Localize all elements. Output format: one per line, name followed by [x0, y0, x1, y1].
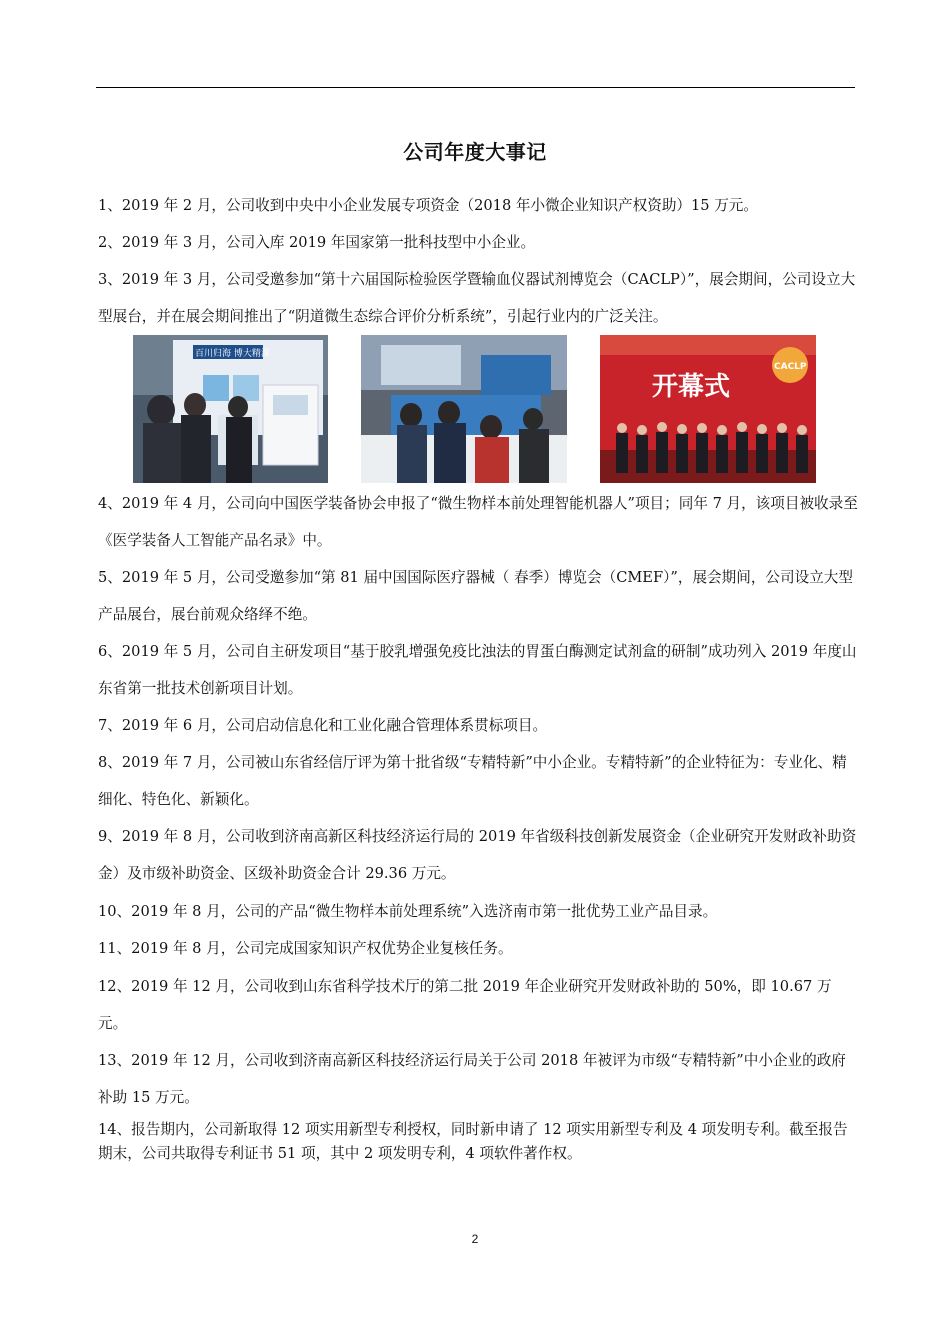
event-9: 9、2019 年 8 月，公司收到济南高新区科技经济运行局的 2019 年省级科技创新发展资金（企业研究开发财政补助资金）及市级补助资金、区级补助资金合计 29.36 万元。	[98, 828, 857, 882]
event-8: 8、2019 年 7 月，公司被山东省经信厅评为第十批省级“专精特新”中小企业。专精特新”的企业特征为：专业化、精细化、特色化、新颖化。	[98, 754, 847, 808]
event-12: 12、2019 年 12 月，公司收到山东省科学技术厅的第二批 2019 年企业研究开发财政补助的 50%，即 10.67 万元。	[98, 978, 832, 1032]
event-14: 14、报告期内，公司新取得 12 项实用新型专利授权，同时新申请了 12 项实用新型专利及 4 项发明专利。截至报告期末，公司共取得专利证书 51 项，其中 2 项发明专利，4 项软件著作权。	[98, 1121, 848, 1162]
header-rule	[96, 87, 855, 88]
event-10: 10、2019 年 8 月，公司的产品“微生物样本前处理系统”入选济南市第一批优势工业产品目录。	[98, 903, 718, 920]
photo-exhibition-booth	[133, 335, 328, 483]
ceremony-badge-text: CACLP	[774, 362, 807, 372]
event-4: 4、2019 年 4 月，公司向中国医学装备协会申报了“微生物样本前处理智能机器人”项目；同年 7 月，该项目被收录至《医学装备人工智能产品名录》中。	[98, 495, 858, 549]
page-number: 2	[471, 1232, 479, 1246]
event-6: 6、2019 年 5 月，公司自主研发项目“基于胶乳增强免疫比浊法的胃蛋白酶测定试剂盒的研制”成功列入 2019 年度山东省第一批技术创新项目计划。	[98, 643, 857, 697]
event-7: 7、2019 年 6 月，公司启动信息化和工业化融合管理体系贯标项目。	[98, 717, 548, 734]
booth-sign-text: 百川归海 博大精深	[195, 349, 270, 359]
event-11: 11、2019 年 8 月，公司完成国家知识产权优势企业复核任务。	[98, 940, 513, 957]
event-5: 5、2019 年 5 月，公司受邀参加“第 81 届中国国际医疗器械（ 春季）博览会（CMEF）”，展会期间，公司设立大型产品展台，展台前观众络绎不绝。	[98, 569, 853, 623]
page-title: 公司年度大事记	[403, 140, 547, 164]
event-3: 3、2019 年 3 月，公司受邀参加“第十六届国际检验医学暨输血仪器试剂博览会（CACLP）”，展会期间，公司设立大型展台，并在展会期间推出了“阴道微生态综合评价分析系统”，引起行业内的广泛关注。	[98, 271, 856, 325]
event-1: 1、2019 年 2 月，公司收到中央中小企业发展专项资金（2018 年小微企业知识产权资助）15 万元。	[98, 197, 758, 214]
ceremony-heading-text: 开幕式	[652, 372, 731, 402]
event-2: 2、2019 年 3 月，公司入库 2019 年国家第一批科技型中小企业。	[98, 234, 536, 251]
photo-opening-ceremony	[600, 335, 816, 483]
photo-booth-visitors	[361, 335, 567, 483]
event-13: 13、2019 年 12 月，公司收到济南高新区科技经济运行局关于公司 2018 年被评为市级“专精特新”中小企业的政府补助 15 万元。	[98, 1052, 846, 1106]
